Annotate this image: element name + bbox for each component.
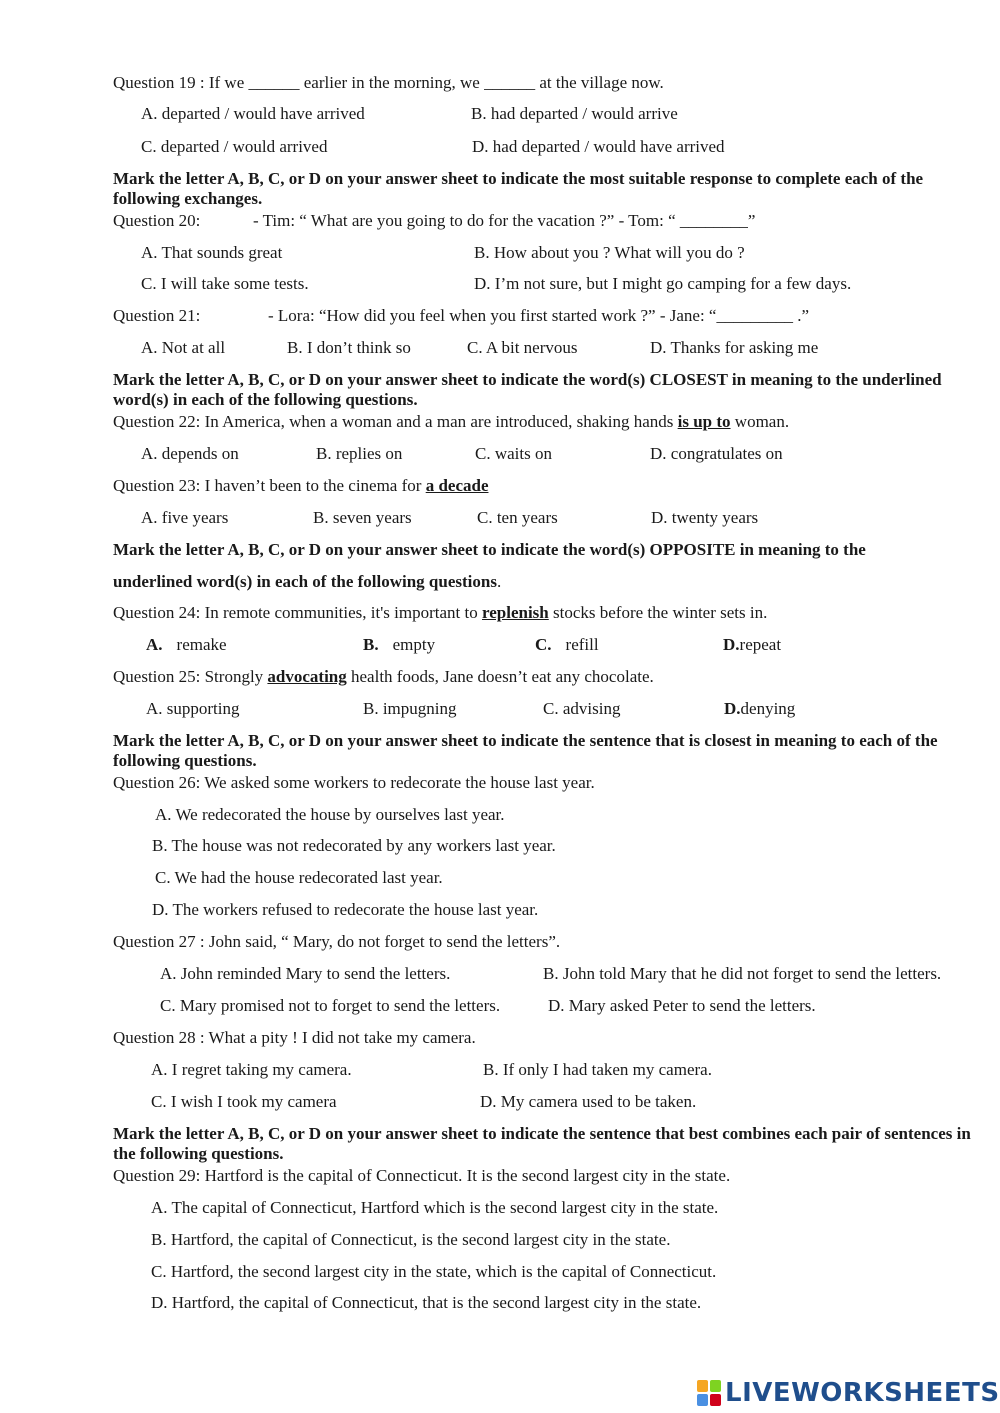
liveworksheets-logo bbox=[697, 1379, 1000, 1407]
q29-option-c[interactable]: C. Hartford, the second largest city in the state, which is the capital of Connecticut. bbox=[151, 1262, 717, 1281]
liveworksheets-logo-text: LIVEWORKSHEETS bbox=[725, 1378, 1000, 1408]
q25-option-d-text: denying bbox=[740, 699, 796, 718]
q20-dialogue: - Tim: “ What are you going to do for the vacation ?” - Tom: “ ________” bbox=[253, 211, 756, 230]
q19-stem: Question 19 : If we ______ earlier in the morning, we ______ at the village now. bbox=[113, 73, 664, 92]
q24-option-a[interactable] bbox=[146, 635, 227, 655]
q23-stem-text: Question 23: I haven’t been to the cinema for bbox=[113, 476, 426, 495]
q24-option-c[interactable] bbox=[535, 635, 599, 655]
q27-option-c[interactable]: C. Mary promised not to forget to send the letters. bbox=[160, 996, 501, 1015]
instruction-combine-sentences: Mark the letter A, B, C, or D on your answer sheet to indicate the sentence that best combines each pair of sentences in the following questions. bbox=[113, 1124, 971, 1163]
q25-stem bbox=[113, 667, 654, 687]
instruction-closest-meaning: Mark the letter A, B, C, or D on your answer sheet to indicate the word(s) CLOSEST in meaning to the underlined word(s) in each of the following questions. bbox=[113, 370, 942, 409]
q24-option-c-letter: C. bbox=[535, 635, 552, 654]
q20-option-b[interactable]: B. How about you ? What will you do ? bbox=[474, 243, 745, 262]
instruction-opposite-line2 bbox=[113, 572, 501, 592]
q23-underlined-phrase: a decade bbox=[425, 476, 489, 495]
logo-square-2 bbox=[710, 1380, 721, 1392]
q20-option-a[interactable]: A. That sounds great bbox=[141, 243, 283, 262]
q27-option-b[interactable]: B. John told Mary that he did not forget to send the letters. bbox=[543, 964, 942, 983]
q21-dialogue: - Lora: “How did you feel when you first started work ?” - Jane: “_________ .” bbox=[268, 306, 810, 325]
q26-option-d[interactable]: D. The workers refused to redecorate the house last year. bbox=[152, 900, 539, 919]
q20-label: Question 20: bbox=[113, 211, 201, 230]
instruction-opposite-period: . bbox=[496, 572, 502, 591]
q24-stem bbox=[113, 603, 767, 623]
q26-option-b[interactable]: B. The house was not redecorated by any workers last year. bbox=[152, 836, 556, 855]
q24-option-b-letter: B. bbox=[363, 635, 379, 654]
q22-option-d[interactable]: D. congratulates on bbox=[650, 444, 783, 463]
logo-square-3 bbox=[697, 1394, 708, 1406]
q25-option-c[interactable]: C. advising bbox=[543, 699, 621, 718]
q24-stem-end: stocks before the winter sets in. bbox=[548, 603, 768, 622]
q23-stem bbox=[113, 476, 488, 496]
q29-option-b[interactable]: B. Hartford, the capital of Connecticut, is the second largest city in the state. bbox=[151, 1230, 671, 1249]
q22-option-b[interactable]: B. replies on bbox=[316, 444, 403, 463]
q22-stem-end: woman. bbox=[730, 412, 790, 431]
q23-option-a[interactable]: A. five years bbox=[141, 508, 229, 527]
q25-option-d-letter: D. bbox=[724, 699, 741, 718]
q25-underlined-word: advocating bbox=[267, 667, 347, 686]
q29-stem: Question 29: Hartford is the capital of Connecticut. It is the second largest city in the state. bbox=[113, 1166, 731, 1185]
q19-option-b[interactable]: B. had departed / would arrive bbox=[471, 104, 678, 123]
q21-option-d[interactable]: D. Thanks for asking me bbox=[650, 338, 819, 357]
q27-option-d[interactable]: D. Mary asked Peter to send the letters. bbox=[548, 996, 816, 1015]
q20-option-c[interactable]: C. I will take some tests. bbox=[141, 274, 309, 293]
q28-stem: Question 28 : What a pity ! I did not take my camera. bbox=[113, 1028, 476, 1047]
q22-underlined-phrase: is up to bbox=[677, 412, 731, 431]
q22-stem-text: Question 22: In America, when a woman and a man are introduced, shaking hands bbox=[113, 412, 678, 431]
logo-square-4 bbox=[710, 1394, 721, 1406]
q26-option-a[interactable]: A. We redecorated the house by ourselves last year. bbox=[155, 805, 505, 824]
q24-option-d-text: repeat bbox=[739, 635, 782, 654]
q23-option-c[interactable]: C. ten years bbox=[477, 508, 558, 527]
q21-option-b[interactable]: B. I don’t think so bbox=[287, 338, 411, 357]
q24-option-b[interactable] bbox=[363, 635, 435, 655]
q26-stem: Question 26: We asked some workers to redecorate the house last year. bbox=[113, 773, 595, 792]
q25-option-d[interactable] bbox=[724, 699, 795, 719]
q19-option-a[interactable]: A. departed / would have arrived bbox=[141, 104, 365, 123]
q24-option-d-letter: D. bbox=[723, 635, 740, 654]
q28-option-c[interactable]: C. I wish I took my camera bbox=[151, 1092, 337, 1111]
q29-option-a[interactable]: A. The capital of Connecticut, Hartford which is the second largest city in the state. bbox=[151, 1198, 719, 1217]
q24-option-a-letter: A. bbox=[146, 635, 163, 654]
q24-underlined-word: replenish bbox=[482, 603, 549, 622]
instruction-exchanges: Mark the letter A, B, C, or D on your answer sheet to indicate the most suitable response to complete each of the following exchanges. bbox=[113, 169, 924, 208]
q28-option-a[interactable]: A. I regret taking my camera. bbox=[151, 1060, 352, 1079]
q28-option-b[interactable]: B. If only I had taken my camera. bbox=[483, 1060, 712, 1079]
q22-stem bbox=[113, 412, 789, 432]
q23-option-d[interactable]: D. twenty years bbox=[651, 508, 759, 527]
q22-option-a[interactable]: A. depends on bbox=[141, 444, 239, 463]
q21-label: Question 21: bbox=[113, 306, 201, 325]
liveworksheets-logo-icon bbox=[697, 1380, 721, 1406]
q24-option-c-text: refill bbox=[565, 635, 599, 654]
q23-option-b[interactable]: B. seven years bbox=[313, 508, 412, 527]
q19-option-d[interactable]: D. had departed / would have arrived bbox=[472, 137, 725, 156]
q22-option-c[interactable]: C. waits on bbox=[475, 444, 552, 463]
instruction-opposite-line2-text: underlined word(s) in each of the following questions bbox=[113, 572, 497, 591]
q26-option-c[interactable]: C. We had the house redecorated last year. bbox=[155, 868, 443, 887]
q19-option-c[interactable]: C. departed / would arrived bbox=[141, 137, 328, 156]
instruction-closest-sentence: Mark the letter A, B, C, or D on your answer sheet to indicate the sentence that is closest in meaning to each of the following questions. bbox=[113, 731, 938, 770]
q21-option-a[interactable]: A. Not at all bbox=[141, 338, 226, 357]
q21-option-c[interactable]: C. A bit nervous bbox=[467, 338, 578, 357]
q20-option-d[interactable]: D. I’m not sure, but I might go camping for a few days. bbox=[474, 274, 852, 293]
q25-option-a[interactable]: A. supporting bbox=[146, 699, 240, 718]
q24-option-b-text: empty bbox=[392, 635, 436, 654]
instruction-opposite-line1: Mark the letter A, B, C, or D on your answer sheet to indicate the word(s) OPPOSITE in meaning to the bbox=[113, 540, 866, 559]
q24-option-a-text: remake bbox=[176, 635, 227, 654]
q25-stem-end: health foods, Jane doesn’t eat any chocolate. bbox=[346, 667, 654, 686]
logo-square-1 bbox=[697, 1380, 708, 1392]
q27-option-a[interactable]: A. John reminded Mary to send the letters. bbox=[160, 964, 451, 983]
q28-option-d[interactable]: D. My camera used to be taken. bbox=[480, 1092, 697, 1111]
q25-option-b[interactable]: B. impugning bbox=[363, 699, 457, 718]
q24-stem-text: Question 24: In remote communities, it's important to bbox=[113, 603, 482, 622]
q27-stem: Question 27 : John said, “ Mary, do not forget to send the letters”. bbox=[113, 932, 561, 951]
q29-option-d[interactable]: D. Hartford, the capital of Connecticut, that is the second largest city in the state. bbox=[151, 1293, 702, 1312]
q24-option-d[interactable] bbox=[723, 635, 781, 655]
q25-stem-text: Question 25: Strongly bbox=[113, 667, 268, 686]
